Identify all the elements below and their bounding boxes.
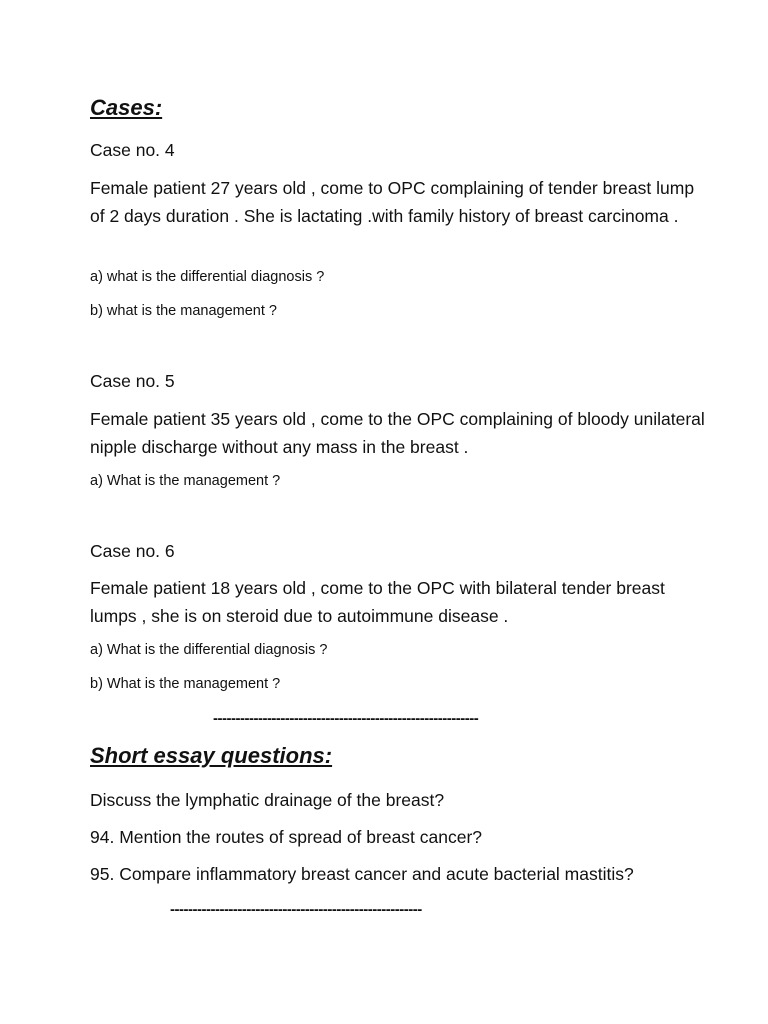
case-title: Case no. 4: [90, 140, 175, 160]
essay-question: Discuss the lymphatic drainage of the breast?: [90, 790, 445, 810]
section-divider: -----------------------------------------------------------: [213, 710, 479, 727]
cases-heading: Cases:: [90, 95, 163, 120]
case-title: Case no. 6: [90, 541, 175, 561]
case-question: a) What is the management ?: [90, 473, 281, 489]
case-question: b) what is the management ?: [90, 303, 277, 319]
case-title: Case no. 5: [90, 371, 175, 391]
short-essay-heading: Short essay questions:: [90, 743, 333, 768]
section-divider: --------------------------------------------------------: [170, 901, 422, 918]
case-question: a) what is the differential diagnosis ?: [90, 269, 325, 285]
case-question: a) What is the differential diagnosis ?: [90, 642, 328, 658]
case-question: b) What is the management ?: [90, 676, 281, 692]
case-description: Female patient 18 years old , come to the OPC with bilateral tender breast lumps , she is on steroid due to autoimmune disease .: [90, 578, 665, 626]
case-description: Female patient 35 years old , come to the OPC complaining of bloody unilateral nipple discharge without any mass in the breast .: [90, 409, 705, 457]
essay-question: 94. Mention the routes of spread of breast cancer?: [90, 827, 483, 847]
case-description: Female patient 27 years old , come to OPC complaining of tender breast lump of 2 days duration . She is lactating .with family history of breast carcinoma .: [90, 178, 695, 226]
essay-question: 95. Compare inflammatory breast cancer and acute bacterial mastitis?: [90, 864, 634, 884]
